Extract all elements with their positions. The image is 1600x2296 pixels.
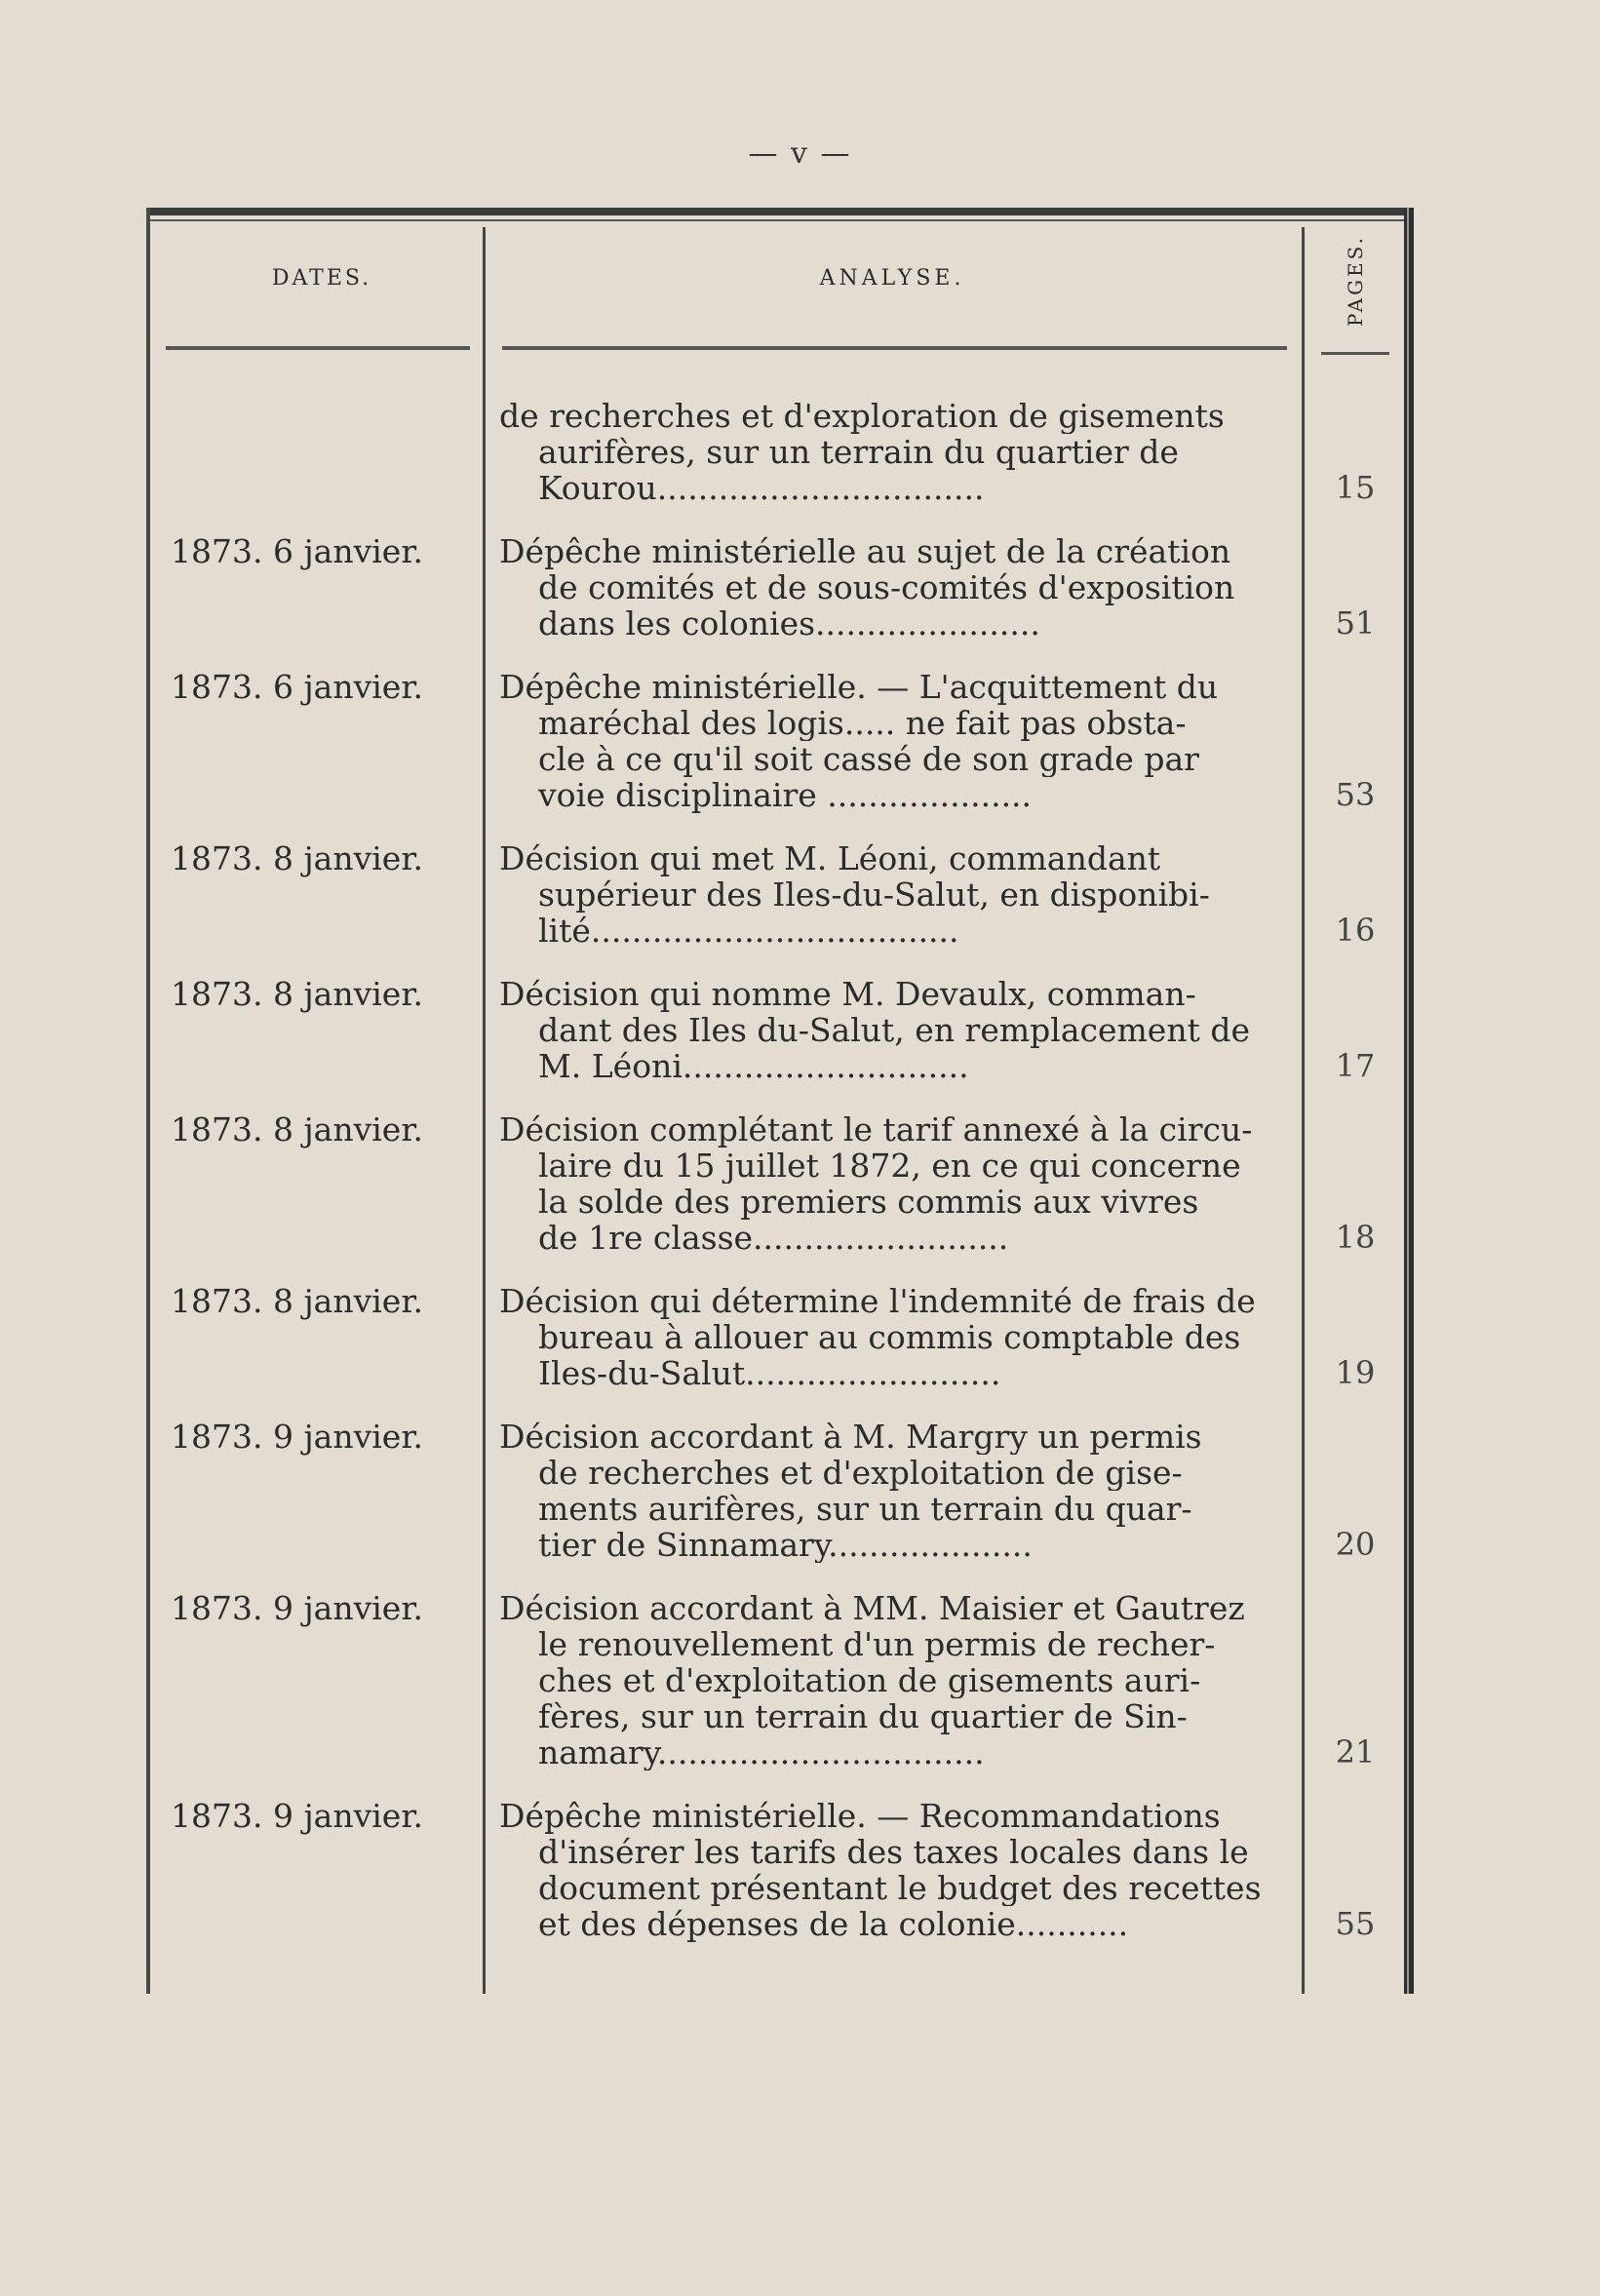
header-pages: PAGES. <box>1344 235 1367 327</box>
table-row <box>146 1590 1414 1771</box>
entry-analysis-line: Dépêche ministérielle au sujet de la création <box>499 533 1231 569</box>
entry-analysis-line: de recherches et d'exploitation de gise- <box>538 1455 1183 1491</box>
entry-page-number: 55 <box>1335 1905 1376 1942</box>
entry-analysis <box>499 1111 1294 1256</box>
entry-analysis-line: cle à ce qu'il soit cassé de son grade par <box>538 741 1199 777</box>
entry-date: 1873. 9 janvier. <box>171 1797 423 1835</box>
row-gap <box>146 949 1414 976</box>
entry-analysis <box>499 669 1294 813</box>
entry-analysis-line: lité.................................... <box>538 913 959 949</box>
entry-analysis <box>499 1419 1294 1563</box>
row-gap <box>146 506 1414 533</box>
header-underline-dates <box>166 346 470 350</box>
row-gap <box>146 1771 1414 1798</box>
header-underline-analyse <box>502 346 1287 350</box>
entry-analysis <box>499 1283 1294 1391</box>
entry-analysis-line: aurifères, sur un terrain du quartier de <box>538 434 1179 470</box>
entry-analysis <box>499 840 1294 949</box>
entry-analysis-line: Dépêche ministérielle. — Recommandations <box>499 1798 1221 1834</box>
entry-analysis-line: ches et d'exploitation de gisements auri- <box>538 1662 1201 1698</box>
entry-analysis-line: voie disciplinaire .................... <box>538 777 1033 813</box>
table-row <box>146 398 1414 506</box>
entry-page-number: 21 <box>1335 1733 1376 1771</box>
entry-analysis-line: ments aurifères, sur un terrain du quar- <box>538 1491 1192 1527</box>
header-underline-pages <box>1321 352 1389 355</box>
entry-analysis-line: supérieur des Iles-du-Salut, en disponibi- <box>538 876 1210 913</box>
table-row <box>146 1111 1414 1256</box>
entry-analysis-line: la solde des premiers commis aux vivres <box>538 1184 1199 1220</box>
entry-analysis-line: Décision qui détermine l'indemnité de frais de <box>499 1283 1256 1319</box>
entry-analysis-line: Décision accordant à MM. Maisier et Gautrez <box>499 1590 1245 1626</box>
entries-list <box>146 398 1414 1942</box>
entry-analysis-line: maréchal des logis..... ne fait pas obsta- <box>538 705 1187 741</box>
row-gap <box>146 1084 1414 1111</box>
entry-analysis-line: Dépêche ministérielle. — L'acquittement du <box>499 669 1219 705</box>
entry-page-number: 16 <box>1335 912 1376 949</box>
entry-analysis-line: de recherches et d'exploration de gisements <box>499 398 1225 434</box>
entry-analysis-line: M. Léoni............................ <box>538 1048 969 1084</box>
entry-date: 1873. 9 janvier. <box>171 1589 423 1627</box>
entry-date: 1873. 8 janvier. <box>171 1282 423 1320</box>
entry-analysis-line: de comités et de sous-comités d'exposition <box>538 569 1235 605</box>
table-row <box>146 1283 1414 1391</box>
page-number: — v — <box>748 136 852 171</box>
entry-analysis-line: d'insérer les tarifs des taxes locales dans le <box>538 1834 1249 1870</box>
entry-analysis <box>499 533 1294 642</box>
entry-analysis-line: Décision complétant le tarif annexé à la circu- <box>499 1111 1253 1148</box>
entry-analysis-line: dant des Iles du-Salut, en remplacement de <box>538 1012 1250 1048</box>
entry-date: 1873. 8 janvier. <box>171 839 423 877</box>
row-gap <box>146 1391 1414 1419</box>
entry-analysis <box>499 1590 1294 1771</box>
entry-page-number: 51 <box>1335 604 1376 642</box>
row-gap <box>146 642 1414 669</box>
entry-analysis-line: dans les colonies...................... <box>538 605 1040 642</box>
entry-analysis-line: Décision qui nomme M. Devaulx, comman- <box>499 976 1196 1012</box>
entry-page-number: 19 <box>1335 1354 1376 1391</box>
entry-page-number: 20 <box>1335 1526 1376 1563</box>
entry-analysis-line: bureau à allouer au commis comptable des <box>538 1319 1241 1355</box>
entry-analysis-line: de 1re classe......................... <box>538 1220 1009 1256</box>
table-row <box>146 1419 1414 1563</box>
entry-analysis-line: Décision accordant à M. Margry un permis <box>499 1419 1202 1455</box>
entry-analysis-line: Décision qui met M. Léoni, commandant <box>499 840 1161 876</box>
entry-analysis <box>499 1798 1294 1942</box>
entry-analysis-line: fères, sur un terrain du quartier de Sin- <box>538 1698 1188 1734</box>
row-gap <box>146 1256 1414 1283</box>
header-dates: DATES. <box>271 266 372 291</box>
entry-date: 1873. 6 janvier. <box>171 532 423 570</box>
entry-analysis-line: Kourou................................ <box>538 470 985 506</box>
index-table <box>146 208 1414 1994</box>
row-gap <box>146 813 1414 840</box>
entry-analysis <box>499 398 1294 506</box>
entry-date: 1873. 8 janvier. <box>171 975 423 1013</box>
top-rule-thin <box>146 219 1414 221</box>
entry-analysis-line: tier de Sinnamary.................... <box>538 1527 1033 1563</box>
header-analyse: ANALYSE. <box>819 266 965 291</box>
table-row <box>146 1798 1414 1942</box>
table-row <box>146 840 1414 949</box>
entry-page-number: 53 <box>1335 776 1376 813</box>
entry-analysis-line: et des dépenses de la colonie........... <box>538 1906 1129 1942</box>
entry-date: 1873. 6 janvier. <box>171 668 423 706</box>
top-rule <box>146 208 1414 215</box>
entry-analysis-line: namary................................ <box>538 1734 985 1771</box>
table-row <box>146 976 1414 1084</box>
entry-analysis-line: Iles-du-Salut......................... <box>538 1355 1001 1391</box>
entry-analysis-line: laire du 15 juillet 1872, en ce qui concerne <box>538 1148 1241 1184</box>
entry-page-number: 17 <box>1335 1047 1376 1084</box>
entry-date: 1873. 9 janvier. <box>171 1418 423 1456</box>
table-row <box>146 669 1414 813</box>
entry-page-number: 18 <box>1335 1219 1376 1256</box>
row-gap <box>146 1563 1414 1590</box>
entry-page-number: 15 <box>1335 469 1376 506</box>
table-row <box>146 533 1414 642</box>
entry-date: 1873. 8 janvier. <box>171 1110 423 1148</box>
entry-analysis-line: document présentant le budget des recettes <box>538 1870 1262 1906</box>
entry-analysis <box>499 976 1294 1084</box>
entry-analysis-line: le renouvellement d'un permis de recher- <box>538 1626 1216 1662</box>
